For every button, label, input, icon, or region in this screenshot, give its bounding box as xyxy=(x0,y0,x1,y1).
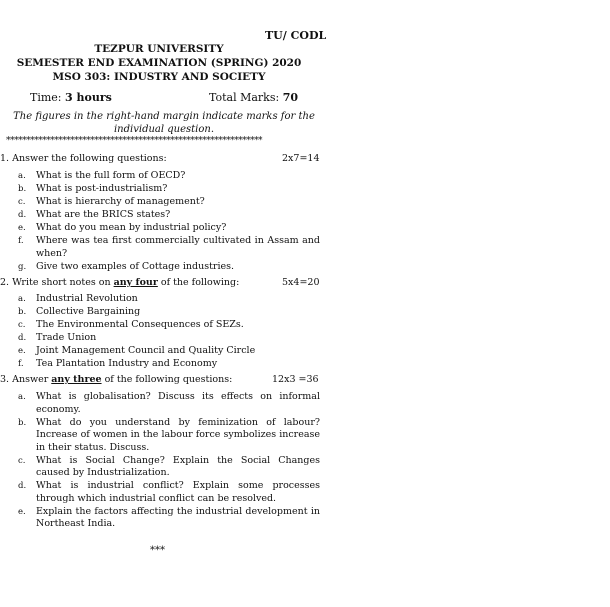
q2-item xyxy=(18,306,320,319)
item-text: What do you mean by industrial policy? xyxy=(36,222,227,233)
q3-heading xyxy=(0,374,232,385)
item-letter: c. xyxy=(18,197,26,207)
q3-item xyxy=(18,455,320,480)
item-letter: f. xyxy=(18,236,24,246)
separator-line: **************************************************************** xyxy=(6,136,262,146)
item-letter: c. xyxy=(18,455,26,466)
item-text: What is globalisation? Discuss its effects on informal economy. xyxy=(36,391,320,415)
q3-heading-emphasis: any three xyxy=(51,374,102,385)
q3-list xyxy=(18,391,320,531)
marks-label: Total Marks: xyxy=(209,91,280,104)
item-letter: g. xyxy=(18,261,27,272)
q1-item xyxy=(18,261,320,274)
q1-heading: 1. Answer the following questions: xyxy=(0,153,167,164)
q2-item xyxy=(18,332,320,345)
item-text: Joint Management Council and Quality Circle xyxy=(36,345,256,356)
item-text: What is the full form of OECD? xyxy=(36,170,186,181)
q1-marks: 2x7=14 xyxy=(282,153,320,164)
item-text: What are the BRICS states? xyxy=(36,209,171,220)
item-text: Explain the factors affecting the industrial development in Northeast India. xyxy=(36,505,320,529)
item-text: Give two examples of Cottage industries. xyxy=(36,260,235,272)
time-value: 3 hours xyxy=(65,91,112,104)
item-text: Collective Bargaining xyxy=(36,306,141,317)
item-text: The Environmental Consequences of SEZs. xyxy=(36,319,244,330)
item-letter: d. xyxy=(18,210,27,220)
item-text: What do you understand by feminization of labour? Increase of women in the labour force symbolizes increase in their status. Discuss. xyxy=(36,416,320,453)
item-text: What is industrial conflict? Explain some processes through which industrial conflict can be resolved. xyxy=(36,480,320,504)
q3-marks: 12x3 =36 xyxy=(272,374,319,385)
item-text: What is post-industrialism? xyxy=(36,183,168,194)
q2-item xyxy=(18,358,320,371)
q2-heading-post: of the following: xyxy=(157,277,240,288)
item-text: What is Social Change? Explain the Social Changes caused by Industrialization. xyxy=(36,454,320,478)
q2-list xyxy=(18,293,320,371)
item-letter: c. xyxy=(18,320,26,330)
item-text: Industrial Revolution xyxy=(36,293,138,304)
q3-heading-post: of the following questions: xyxy=(101,374,233,385)
q2-item xyxy=(18,345,320,358)
q1-list xyxy=(18,170,320,274)
course-title: MSO 303: INDUSTRY AND SOCIETY xyxy=(52,71,266,83)
q3-item xyxy=(18,506,320,531)
item-letter: e. xyxy=(18,346,26,356)
q1-item xyxy=(18,196,320,209)
q2-heading xyxy=(0,277,239,288)
item-letter: d. xyxy=(18,481,27,491)
item-text: Trade Union xyxy=(36,332,97,343)
q2-marks: 5x4=20 xyxy=(282,277,320,288)
item-letter: a. xyxy=(18,171,26,181)
item-text: What is hierarchy of management? xyxy=(36,196,205,207)
q2-item xyxy=(18,293,320,306)
item-letter: a. xyxy=(18,294,26,304)
time-line xyxy=(30,91,112,104)
q3-heading-pre: 3. Answer xyxy=(0,374,52,385)
q1-item xyxy=(18,222,320,235)
instruction-text: The figures in the right-hand margin indicate marks for the individual question. xyxy=(13,111,315,135)
marks-value: 70 xyxy=(282,91,299,104)
item-letter: d. xyxy=(18,333,27,343)
exam-title: SEMESTER END EXAMINATION (SPRING) 2020 xyxy=(16,57,302,69)
item-letter: e. xyxy=(18,506,26,517)
time-label: Time: xyxy=(30,91,62,104)
q1-item xyxy=(18,183,320,196)
item-text: Where was tea first commercially cultivated in Assam and when? xyxy=(36,235,320,259)
item-letter: b. xyxy=(18,417,27,428)
q1-item xyxy=(18,209,320,222)
item-letter: f. xyxy=(18,359,24,369)
item-letter: a. xyxy=(18,392,26,402)
q3-item xyxy=(18,391,320,416)
item-text: Tea Plantation Industry and Economy xyxy=(36,358,218,369)
q1-item xyxy=(18,170,320,183)
q2-heading-pre: 2. Write short notes on xyxy=(0,277,114,288)
item-letter: b. xyxy=(18,307,27,317)
q3-item xyxy=(18,417,320,455)
institution-code: TU/ CODL xyxy=(265,29,327,42)
total-marks-line xyxy=(209,91,298,104)
q3-item xyxy=(18,480,320,505)
q1-item xyxy=(18,235,320,260)
item-letter: e. xyxy=(18,223,26,233)
end-marker: *** xyxy=(150,545,165,556)
q2-item xyxy=(18,319,320,332)
item-letter: b. xyxy=(18,184,27,194)
university-name: TEZPUR UNIVERSITY xyxy=(94,43,224,55)
q2-heading-emphasis: any four xyxy=(113,277,158,288)
